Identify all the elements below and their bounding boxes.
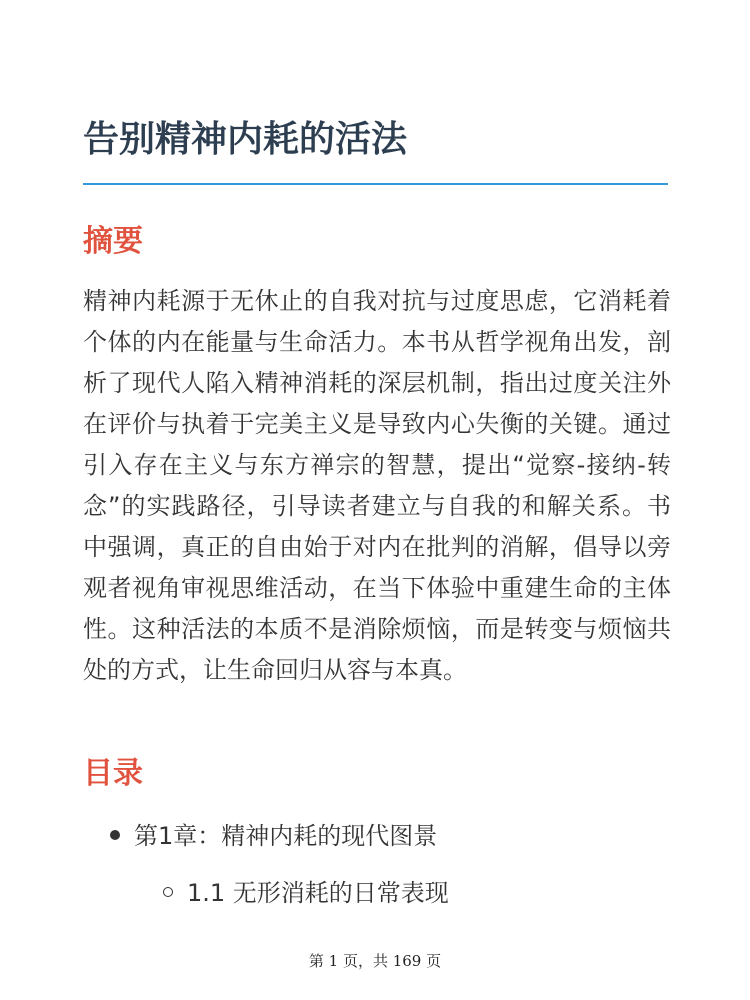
summary-paragraph: 精神内耗源于无休止的自我对抗与过度思虑，它消耗着个体的内在能量与生命活力。本书从哲学视角出发，剖析了现代人陷入精神消耗的深层机制，指出过度关注外在评价与执着于完美主义是导致内心失衡的关键。通过引入存在主义与东方禅宗的智慧，提出“觉察-接纳-转念”的实践路径，引导读者建立与自我的和解关系。书中强调，真正的自由始于对内在批判的消解，倡导以旁观者视角审视思维活动，在当下体验中重建生命的主体性。这种活法的本质不是消除烦恼，而是转变与烦恼共处的方式，让生命回归从容与本真。 [83,287,671,684]
summary-heading: 摘要 [83,224,143,259]
toc-heading: 目录 [83,756,143,791]
bullet-disc-icon [110,830,120,840]
toc-item-label: 第1章：精神内耗的现代图景 [134,822,438,850]
toc-item-section-1-1[interactable] [163,875,449,911]
toc-item-label: 1.1 无形消耗的日常表现 [187,879,449,907]
page-footer: 第 1 页，共 169 页 [308,952,442,970]
toc-item-chapter-1[interactable] [110,818,437,854]
document-title: 告别精神内耗的活法 [83,119,408,160]
bullet-circle-icon [163,887,173,897]
title-divider [83,183,668,185]
